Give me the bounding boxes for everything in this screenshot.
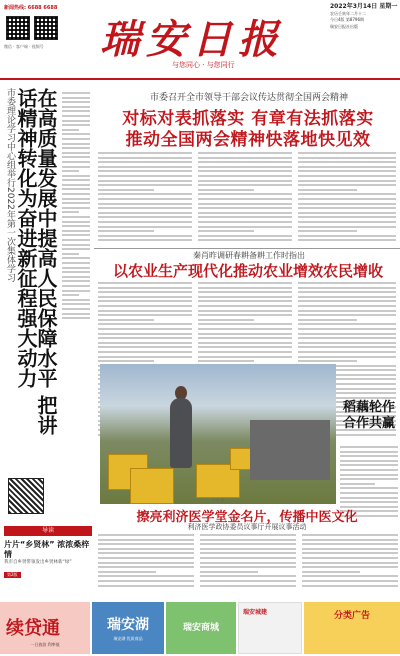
text-line bbox=[198, 314, 292, 316]
ad-brand: 瑞安湖 bbox=[107, 617, 149, 633]
lead-story-headline[interactable]: 在高质量发展中提高人民保障水平 把讲话精神转化为奋进新征程强大动力 bbox=[14, 88, 58, 435]
lead-story-body bbox=[62, 92, 90, 332]
ad-banner[interactable] bbox=[166, 602, 236, 654]
text-line bbox=[298, 175, 396, 177]
text-line bbox=[62, 133, 90, 135]
text-line bbox=[298, 314, 396, 316]
text-line bbox=[302, 539, 398, 541]
text-line bbox=[98, 170, 192, 172]
text-line bbox=[198, 360, 254, 362]
text-line bbox=[62, 294, 79, 296]
text-line bbox=[62, 303, 90, 305]
text-line bbox=[98, 534, 194, 536]
text-line bbox=[98, 203, 192, 205]
text-line bbox=[98, 291, 192, 293]
text-line bbox=[340, 483, 375, 485]
text-line bbox=[62, 230, 90, 232]
publication-info bbox=[330, 4, 398, 30]
text-line bbox=[298, 296, 396, 298]
text-line bbox=[98, 157, 192, 159]
text-line bbox=[98, 239, 192, 241]
text-line bbox=[62, 299, 90, 301]
text-line bbox=[298, 346, 396, 348]
text-line bbox=[62, 262, 90, 264]
text-line bbox=[62, 175, 90, 177]
qr-code-icon bbox=[6, 16, 30, 40]
text-line bbox=[62, 184, 90, 186]
guide-headline[interactable]: 片片“乡贤林” 浓浓桑梓情 bbox=[4, 540, 90, 559]
text-line bbox=[340, 469, 398, 471]
text-line bbox=[302, 566, 398, 568]
text-line bbox=[62, 170, 79, 172]
text-line bbox=[298, 226, 396, 228]
publisher: 瑞安日报社出版 bbox=[330, 23, 358, 29]
text-line bbox=[298, 180, 396, 182]
text-line bbox=[198, 287, 292, 289]
ad-brand: 续贷通 bbox=[6, 618, 60, 639]
text-line bbox=[298, 305, 396, 307]
text-line bbox=[198, 351, 292, 353]
text-line bbox=[200, 534, 296, 536]
ad-brand: 分类广告 bbox=[333, 611, 370, 621]
text-line bbox=[198, 212, 292, 214]
text-line bbox=[62, 198, 90, 200]
text-line bbox=[98, 580, 194, 582]
text-line bbox=[198, 356, 292, 358]
text-line bbox=[298, 189, 357, 191]
text-line bbox=[200, 566, 296, 568]
text-line bbox=[62, 166, 90, 168]
text-line bbox=[98, 566, 194, 568]
text-line bbox=[298, 337, 396, 339]
text-line bbox=[198, 152, 292, 154]
lead-story-column[interactable] bbox=[0, 84, 92, 494]
article2-body-col2 bbox=[198, 282, 292, 364]
text-line bbox=[298, 282, 396, 284]
text-line bbox=[62, 253, 79, 255]
text-line bbox=[62, 239, 90, 241]
text-line bbox=[298, 328, 396, 330]
text-line bbox=[340, 492, 398, 494]
text-line bbox=[62, 97, 90, 99]
article2-kicker: 秦肖昨调研春耕备耕工作时指出 bbox=[193, 251, 305, 260]
text-line bbox=[62, 285, 90, 287]
text-line bbox=[302, 548, 398, 550]
text-line bbox=[98, 282, 192, 284]
masthead bbox=[0, 0, 400, 84]
text-line bbox=[298, 300, 396, 302]
text-line bbox=[200, 571, 258, 573]
text-line bbox=[98, 548, 194, 550]
text-line bbox=[298, 198, 396, 200]
text-line bbox=[298, 221, 396, 223]
text-line bbox=[98, 562, 194, 564]
text-line bbox=[298, 207, 396, 209]
text-line bbox=[298, 291, 396, 293]
text-line bbox=[340, 497, 398, 499]
text-line bbox=[298, 310, 396, 312]
text-line bbox=[298, 342, 396, 344]
text-line bbox=[98, 314, 192, 316]
text-line bbox=[302, 543, 398, 545]
text-line bbox=[98, 230, 154, 232]
text-line bbox=[98, 346, 192, 348]
text-line bbox=[98, 184, 192, 186]
text-line bbox=[62, 207, 90, 209]
text-line bbox=[340, 446, 398, 448]
text-line bbox=[302, 571, 360, 573]
text-line bbox=[62, 129, 79, 131]
text-line bbox=[302, 585, 398, 587]
text-line bbox=[200, 543, 296, 545]
text-line bbox=[62, 143, 90, 145]
text-line bbox=[98, 189, 154, 191]
text-line bbox=[298, 360, 357, 362]
text-line bbox=[198, 337, 292, 339]
text-line bbox=[62, 290, 90, 292]
newspaper-logo: 瑞安日报 bbox=[100, 16, 284, 63]
text-line bbox=[298, 333, 396, 335]
text-line bbox=[62, 188, 90, 190]
ad-brand: 瑞安城建 bbox=[243, 609, 268, 616]
article3-body-col2 bbox=[200, 534, 296, 600]
text-line bbox=[98, 351, 192, 353]
text-line bbox=[62, 202, 90, 204]
text-line bbox=[198, 184, 292, 186]
text-line bbox=[62, 221, 90, 223]
text-line bbox=[98, 575, 194, 577]
text-line bbox=[298, 203, 396, 205]
text-line bbox=[98, 226, 192, 228]
text-line bbox=[302, 534, 398, 536]
article3-body-col1 bbox=[98, 534, 194, 600]
text-line bbox=[298, 287, 396, 289]
text-line bbox=[198, 291, 292, 293]
text-line bbox=[62, 101, 90, 103]
text-line bbox=[62, 313, 90, 315]
text-line bbox=[198, 180, 292, 182]
text-line bbox=[198, 319, 254, 321]
text-line bbox=[200, 557, 296, 559]
text-line bbox=[62, 234, 90, 236]
text-line bbox=[98, 356, 192, 358]
text-line bbox=[98, 333, 192, 335]
text-line bbox=[198, 239, 292, 241]
ad-banner[interactable] bbox=[304, 602, 400, 654]
text-line bbox=[302, 552, 398, 554]
text-line bbox=[298, 170, 396, 172]
text-line bbox=[340, 478, 398, 480]
photo-caption: 记者 摄 bbox=[211, 498, 225, 503]
article1-kicker: 市委召开全市领导干部会议传达贯彻全国两会精神 bbox=[149, 93, 348, 103]
text-line bbox=[200, 562, 296, 564]
text-line bbox=[340, 451, 398, 453]
article1-headline-line1[interactable]: 对标对表抓落实 有章有法抓落实 bbox=[122, 109, 374, 129]
text-line bbox=[200, 548, 296, 550]
text-line bbox=[198, 221, 292, 223]
photo-story-title[interactable]: 稻藕轮作 合作共赢 bbox=[342, 400, 395, 431]
text-line bbox=[198, 323, 292, 325]
text-line bbox=[98, 207, 192, 209]
text-line bbox=[198, 346, 292, 348]
text-line bbox=[298, 323, 396, 325]
text-line bbox=[298, 212, 396, 214]
text-line bbox=[62, 193, 90, 195]
text-line bbox=[62, 317, 90, 319]
text-line bbox=[298, 152, 396, 154]
text-line bbox=[62, 271, 90, 273]
qr-code-icon bbox=[8, 478, 44, 514]
farmer bbox=[170, 398, 192, 468]
text-line bbox=[98, 539, 194, 541]
text-line bbox=[98, 175, 192, 177]
article2-headline[interactable]: 以农业生产现代化推动农业增效农民增收 bbox=[112, 262, 383, 280]
text-line bbox=[98, 152, 192, 154]
text-line bbox=[198, 282, 292, 284]
text-line bbox=[98, 235, 192, 237]
text-line bbox=[298, 235, 396, 237]
text-line bbox=[62, 267, 90, 269]
text-line bbox=[200, 552, 296, 554]
text-line bbox=[198, 166, 292, 168]
text-line bbox=[98, 216, 192, 218]
text-line bbox=[298, 239, 396, 241]
news-hotline: 新闻热线: 6688 6688 bbox=[4, 5, 58, 11]
text-line bbox=[98, 552, 194, 554]
text-line bbox=[298, 216, 396, 218]
text-line bbox=[98, 300, 192, 302]
article1-headline-line2[interactable]: 推动全国两会精神快落地快见效 bbox=[125, 130, 371, 150]
text-line bbox=[98, 287, 192, 289]
guide-page-tag[interactable]: 第2版 bbox=[4, 572, 21, 578]
text-line bbox=[62, 211, 79, 213]
text-line bbox=[198, 189, 254, 191]
text-line bbox=[198, 328, 292, 330]
lead-story-kicker: 市委理论学习中心组举行2022年第一次集体学习 bbox=[5, 88, 15, 282]
text-line bbox=[98, 180, 192, 182]
text-line bbox=[98, 557, 194, 559]
text-line bbox=[62, 152, 90, 154]
text-line bbox=[62, 138, 90, 140]
text-line bbox=[302, 557, 398, 559]
text-line bbox=[298, 161, 396, 163]
issue-date: 2022年3月14日 星期一 bbox=[330, 3, 398, 10]
text-line bbox=[198, 198, 292, 200]
text-line bbox=[62, 280, 90, 282]
text-line bbox=[98, 585, 194, 587]
text-line bbox=[198, 193, 292, 195]
text-line bbox=[62, 120, 90, 122]
article3-subhead: 利济医学政协委员议事厅开展议事活动 bbox=[187, 523, 307, 531]
ad-brand: 瑞安商城 bbox=[182, 623, 219, 633]
ad-subtitle: 一日放款 利率低 bbox=[30, 642, 60, 647]
text-line bbox=[62, 161, 90, 163]
text-line bbox=[98, 328, 192, 330]
text-line bbox=[62, 92, 90, 94]
ad-subtitle: 瑞安湖 优质商品 bbox=[113, 636, 143, 641]
text-line bbox=[200, 539, 296, 541]
article3-headline[interactable]: 擦亮利济医学堂金名片，传播中医文化 bbox=[136, 510, 358, 525]
text-line bbox=[198, 235, 292, 237]
text-line bbox=[298, 166, 396, 168]
text-line bbox=[200, 575, 296, 577]
text-line bbox=[198, 216, 292, 218]
text-line bbox=[98, 310, 192, 312]
text-line bbox=[298, 193, 396, 195]
text-line bbox=[62, 276, 90, 278]
text-line bbox=[198, 305, 292, 307]
masthead-divider bbox=[0, 78, 400, 80]
text-line bbox=[98, 543, 194, 545]
slogan bbox=[172, 60, 235, 70]
text-line bbox=[198, 226, 292, 228]
qr-code-icon bbox=[34, 16, 58, 40]
text-line bbox=[340, 474, 398, 476]
text-line bbox=[302, 580, 398, 582]
text-line bbox=[62, 179, 90, 181]
text-line bbox=[98, 319, 154, 321]
text-line bbox=[198, 157, 292, 159]
text-line bbox=[62, 257, 90, 259]
text-line bbox=[98, 198, 192, 200]
news-photo[interactable] bbox=[100, 364, 336, 504]
text-line bbox=[302, 562, 398, 564]
qr-labels: 微信 · 客户端 · 视频号 bbox=[4, 44, 44, 49]
guide-bar: 导读 bbox=[4, 526, 92, 536]
text-line bbox=[62, 106, 90, 108]
ad-strip bbox=[0, 600, 400, 656]
text-line bbox=[298, 230, 357, 232]
text-line bbox=[98, 360, 154, 362]
text-line bbox=[62, 244, 90, 246]
text-line bbox=[340, 487, 398, 489]
text-line bbox=[198, 175, 292, 177]
text-line bbox=[62, 216, 90, 218]
text-line bbox=[98, 161, 192, 163]
text-line bbox=[198, 161, 292, 163]
section-divider bbox=[94, 248, 400, 249]
text-line bbox=[340, 455, 398, 457]
text-line bbox=[62, 110, 90, 112]
text-line bbox=[198, 203, 292, 205]
text-line bbox=[62, 225, 90, 227]
text-line bbox=[198, 333, 292, 335]
text-line bbox=[98, 221, 192, 223]
text-line bbox=[98, 337, 192, 339]
text-line bbox=[200, 585, 296, 587]
text-line bbox=[340, 501, 398, 503]
text-line bbox=[98, 212, 192, 214]
text-line bbox=[62, 115, 90, 117]
guide-subhead: 我市自乡贤带领发出乡贤林新“绿” bbox=[4, 560, 72, 565]
text-line bbox=[98, 571, 156, 573]
text-line bbox=[98, 342, 192, 344]
text-line bbox=[302, 575, 398, 577]
text-line bbox=[198, 310, 292, 312]
text-line bbox=[98, 166, 192, 168]
text-line bbox=[62, 308, 90, 310]
text-line bbox=[298, 356, 396, 358]
text-line bbox=[340, 464, 398, 466]
slogan-part-b: 与您同行 bbox=[206, 61, 235, 69]
slogan-part-a: 与您同心 bbox=[172, 61, 200, 69]
text-line bbox=[98, 323, 192, 325]
text-line bbox=[298, 157, 396, 159]
truck bbox=[250, 420, 330, 480]
text-line bbox=[98, 305, 192, 307]
text-line bbox=[98, 296, 192, 298]
article3-body-col3 bbox=[302, 534, 398, 600]
ad-banner[interactable] bbox=[92, 602, 164, 654]
lunar-date: 农历壬寅年二月十二 bbox=[330, 10, 366, 16]
text-line bbox=[62, 248, 90, 250]
photo-story-sidebar[interactable] bbox=[340, 364, 398, 504]
text-line bbox=[198, 300, 292, 302]
text-line bbox=[98, 193, 192, 195]
text-line bbox=[198, 170, 292, 172]
text-line bbox=[62, 156, 90, 158]
issue-number: 今日4版 第8796期 bbox=[330, 17, 364, 22]
text-line bbox=[198, 207, 292, 209]
text-line bbox=[198, 296, 292, 298]
text-line bbox=[298, 351, 396, 353]
text-line bbox=[198, 230, 254, 232]
text-line bbox=[62, 124, 90, 126]
text-line bbox=[200, 580, 296, 582]
text-line bbox=[198, 342, 292, 344]
text-line bbox=[340, 460, 398, 462]
slogan-separator: · bbox=[202, 61, 207, 69]
article2-body-col3 bbox=[298, 282, 396, 364]
ad-banner[interactable] bbox=[0, 602, 90, 654]
article2-body-col1 bbox=[98, 282, 192, 364]
text-line bbox=[298, 319, 357, 321]
text-line bbox=[298, 184, 396, 186]
ad-banner[interactable] bbox=[238, 602, 302, 654]
text-line bbox=[62, 147, 90, 149]
